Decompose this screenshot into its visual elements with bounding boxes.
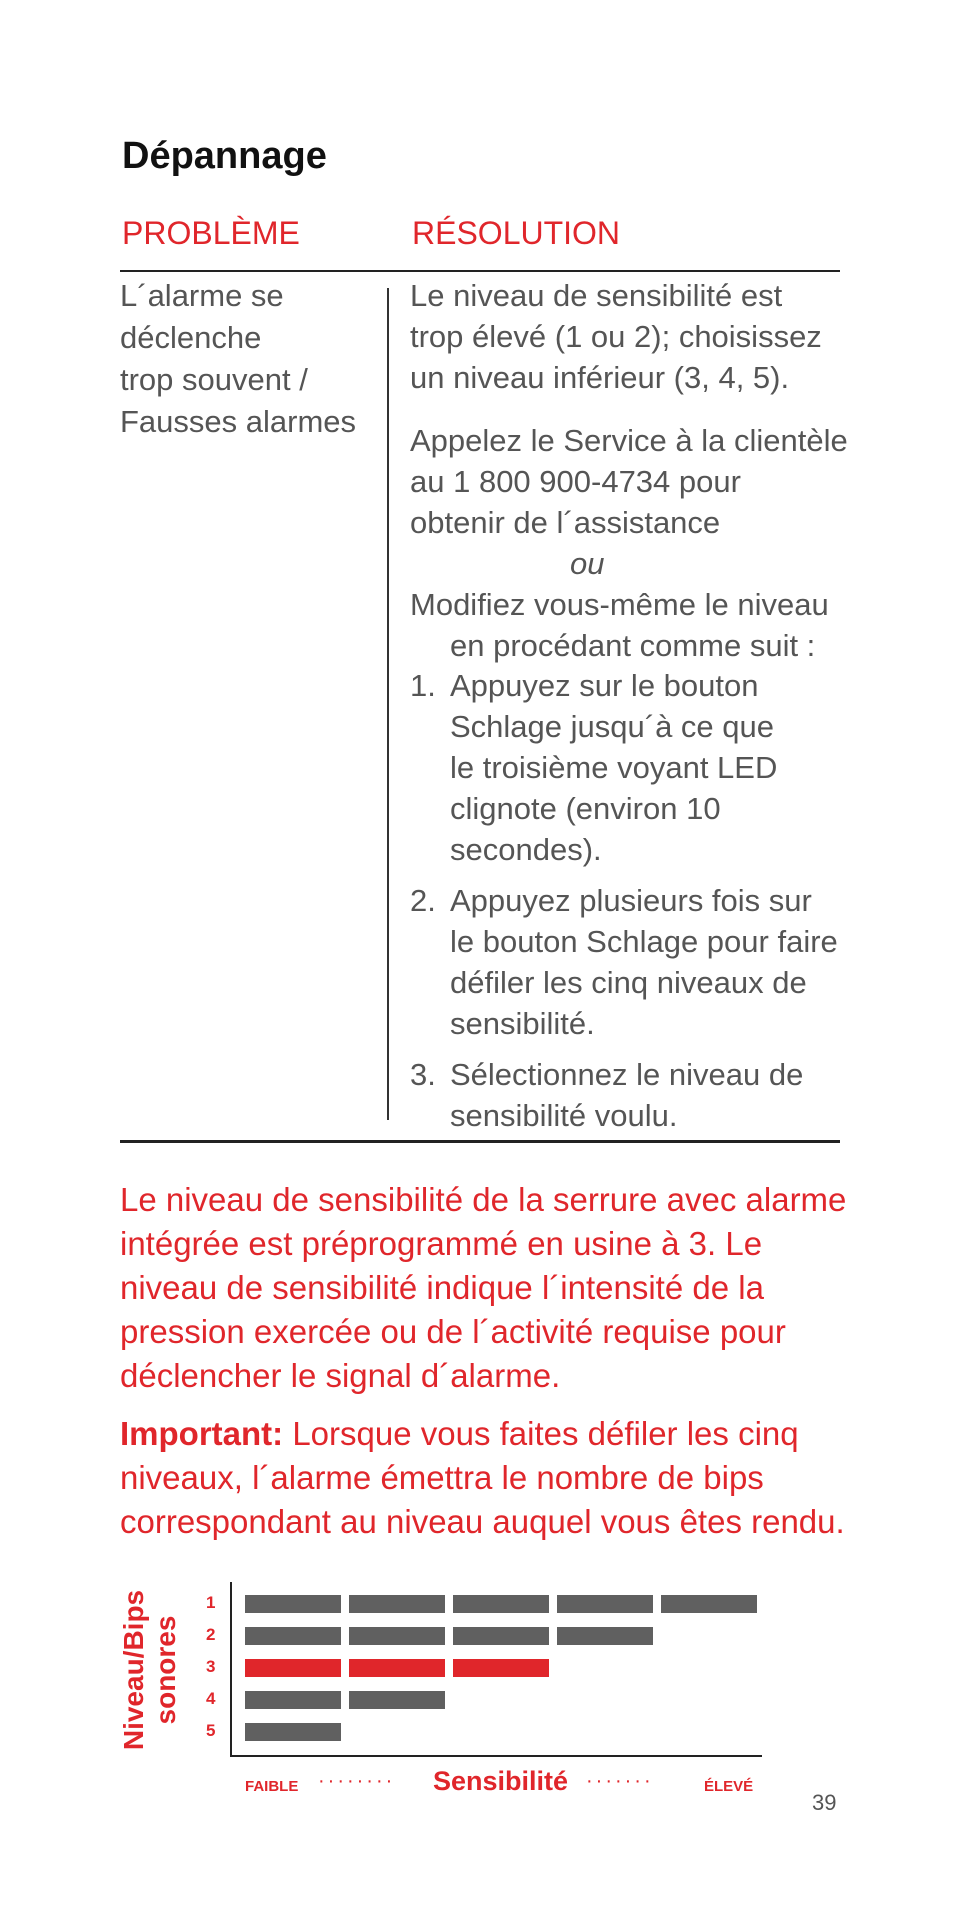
problem-column-header: PROBLÈME [122,215,300,251]
bar-segment-level-3 [245,1659,341,1677]
paragraph-line: Le niveau de sensibilité de la serrure avec alarme [120,1181,847,1218]
paragraph-line: niveau de sensibilité indique l´intensité de la [120,1269,764,1306]
level-label-4: 4 [206,1689,216,1708]
page-number: 39 [812,1790,837,1815]
paragraph-line: Lorsque vous faites défiler les cinq [283,1415,799,1452]
chart-y-axis [230,1582,232,1756]
paragraph-line: correspondant au niveau auquel vous êtes rendu. [120,1503,845,1540]
table-top-rule [120,270,840,272]
page-title: Dépannage [122,135,327,177]
step-2 [410,880,850,1044]
level-label-1: 1 [206,1593,216,1612]
problem-line: déclenche [120,320,262,355]
bar-segment-level-1 [557,1595,653,1613]
step-line: sensibilité. [450,1006,595,1041]
level-label-2: 2 [206,1625,216,1644]
step-line: clignote (environ 10 [450,791,721,826]
resolution-line: trop élevé (1 ou 2); choisissez [410,319,822,354]
y-label-line: Niveau/Bips [118,1589,149,1751]
paragraph-line: niveaux, l´alarme émettra le nombre de bips [120,1459,764,1496]
paragraph-line: pression exercée ou de l´activité requise pour [120,1313,786,1350]
resolution-line: obtenir de l´assistance [410,505,721,540]
modify-line: Modifiez vous-même le niveau [410,587,829,622]
step-number: 2. [410,883,436,918]
x-axis-low-label: FAIBLE [245,1778,299,1795]
x-axis-high-label: ÉLEVÉ [704,1778,754,1795]
chart-y-axis-label [118,1580,208,1760]
bar-segment-level-3 [349,1659,445,1677]
level-label-5: 5 [206,1721,216,1740]
step-3 [410,1054,850,1136]
step-line: secondes). [450,832,602,867]
important-paragraph [120,1412,860,1544]
step-line: le bouton Schlage pour faire [450,924,838,959]
bar-segment-level-2 [453,1627,549,1645]
step-line: Appuyez sur le bouton [450,668,759,703]
paragraph-line: intégrée est préprogrammé en usine à 3. Le [120,1225,763,1262]
bar-segment-level-4 [245,1691,341,1709]
resolution-line: Le niveau de sensibilité est [410,278,783,313]
step-line: défiler les cinq niveaux de [450,965,807,1000]
resolution-paragraph-1 [410,275,850,398]
problem-line: L´alarme se [120,278,284,313]
bar-segment-level-1 [453,1595,549,1613]
resolution-column-header: RÉSOLUTION [412,215,621,251]
bar-segment-level-2 [557,1627,653,1645]
bar-segment-level-3 [453,1659,549,1677]
resolution-line: un niveau inférieur (3, 4, 5). [410,360,790,395]
bar-segment-level-5 [245,1723,341,1741]
step-line: Schlage jusqu´à ce que [450,709,775,744]
or-word: ou [570,546,605,581]
bar-segment-level-1 [661,1595,757,1613]
dotted-leader-left: ········ [318,1770,396,1792]
bar-segment-level-4 [349,1691,445,1709]
step-line: le troisième voyant LED [450,750,778,785]
level-label-3: 3 [206,1657,216,1676]
problem-line: Fausses alarmes [120,404,357,439]
x-axis-label: Sensibilité [433,1766,569,1796]
resolution-paragraph-2 [410,420,850,666]
paragraph-line: déclencher le signal d´alarme. [120,1357,561,1394]
problem-cell [120,275,370,443]
table-bottom-rule [120,1140,840,1143]
step-line: Sélectionnez le niveau de [450,1057,804,1092]
steps-list [410,665,850,1136]
modify-line: en procédant comme suit : [450,628,816,663]
factory-setting-paragraph [120,1178,860,1398]
problem-line: trop souvent / [120,362,308,397]
resolution-line: Appelez le Service à la clientèle [410,423,848,458]
chart-x-axis [230,1755,762,1757]
bar-segment-level-2 [245,1627,341,1645]
bar-segment-level-1 [245,1595,341,1613]
y-label-line: sonores [150,1615,181,1725]
step-1 [410,665,850,870]
step-line: Appuyez plusieurs fois sur [450,883,812,918]
step-number: 3. [410,1057,436,1092]
step-line: sensibilité voulu. [450,1098,678,1133]
important-label: Important: [120,1415,284,1452]
dotted-leader-right: ······· [586,1770,654,1792]
bar-segment-level-1 [349,1595,445,1613]
step-number: 1. [410,668,436,703]
table-column-divider [387,288,389,1120]
resolution-line: au 1 800 900-4734 pour [410,464,741,499]
bar-segment-level-2 [349,1627,445,1645]
